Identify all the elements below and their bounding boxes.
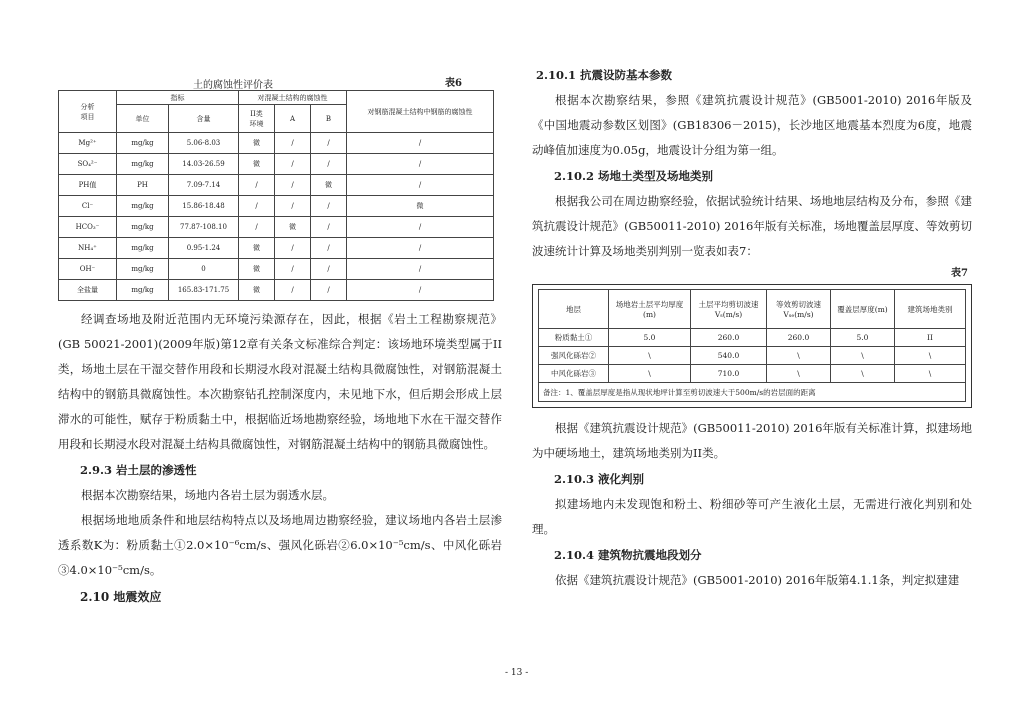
table6-cell-item: HCO₃⁻ xyxy=(59,217,117,238)
right-paragraph-site-type: 根据我公司在周边勘察经验，依据试验统计结果、场地地层结构及分布，参照《建筑抗震设计规范》(GB50011-2010) 2016年版有关标准，场地覆盖层厚度、等效剪切波速统计计算及场地类别判别一览表如表7： xyxy=(532,194,972,258)
table6-cell-item: Cl⁻ xyxy=(59,196,117,217)
table6-cell-item: 全盐量 xyxy=(59,280,117,301)
table6-cell-a: / xyxy=(275,280,311,301)
table6-cell-content: 14.03-26.59 xyxy=(169,154,239,175)
left-column xyxy=(58,72,502,611)
table-row xyxy=(539,365,966,383)
table6-cell-unit: mg/kg xyxy=(117,154,169,175)
heading-2-10-2: 2.10.2 场地土类型及场地类别 xyxy=(554,169,714,183)
header-shear: 土层平均剪切波速Vₛ(m/s) xyxy=(691,290,767,329)
table6-cell-content: 0.95-1.24 xyxy=(169,238,239,259)
table6-cell-content: 77.87-108.10 xyxy=(169,217,239,238)
table-row xyxy=(59,133,494,154)
table6-cell-unit: mg/kg xyxy=(117,217,169,238)
table6-cell-unit: mg/kg xyxy=(117,196,169,217)
table-row xyxy=(59,280,494,301)
table7-box xyxy=(532,284,972,408)
header-col-b: B xyxy=(311,105,347,133)
table6-title: 土的腐蚀性评价表 xyxy=(193,80,273,91)
table-row xyxy=(59,175,494,196)
table6-cell-env: 微 xyxy=(239,259,275,280)
table-row xyxy=(59,259,494,280)
table7-header-row xyxy=(539,290,966,329)
corrosion-table xyxy=(58,90,494,301)
table6-cell-b: 微 xyxy=(311,175,347,196)
table7-cell-cover: \ xyxy=(831,347,895,365)
table6-cell-b: / xyxy=(311,217,347,238)
table6-cell-env: / xyxy=(239,175,275,196)
table6-cell-a: / xyxy=(275,196,311,217)
table6-cell-rebar: / xyxy=(347,238,494,259)
table6-cell-b: / xyxy=(311,238,347,259)
table7-cell-site_class: \ xyxy=(895,365,966,383)
table-row xyxy=(59,154,494,175)
table6-cell-content: 7.09-7.14 xyxy=(169,175,239,196)
table6-cell-item: Mg²⁺ xyxy=(59,133,117,154)
table6-cell-content: 5.06-8.03 xyxy=(169,133,239,154)
table7-cell-shear: 260.0 xyxy=(691,329,767,347)
table6-cell-env: 微 xyxy=(239,238,275,259)
left-paragraph-coefficients: 根据场地地质条件和地层结构特点以及场地周边勘察经验，建议场地内各岩土层渗透系数K为：粉质黏土①2.0×10⁻⁶cm/s、强风化砾岩②6.0×10⁻⁵cm/s、中风化砾岩③4.0×10⁻⁵cm/s。 xyxy=(58,513,502,577)
left-paragraph-permeability: 根据本次勘察结果，场地内各岩土层为弱透水层。 xyxy=(81,488,334,502)
table6-cell-unit: mg/kg xyxy=(117,133,169,154)
table7-cell-site_class: II xyxy=(895,329,966,347)
table6-cell-item: OH⁻ xyxy=(59,259,117,280)
table6-cell-rebar: / xyxy=(347,217,494,238)
table7-tag: 表7 xyxy=(951,268,968,279)
table6-caption xyxy=(58,72,502,90)
table6-cell-item: PH值 xyxy=(59,175,117,196)
table6-body xyxy=(59,133,494,301)
table6-cell-rebar: / xyxy=(347,259,494,280)
header-equiv: 等效剪切波速Vₛₑ(m/s) xyxy=(767,290,831,329)
page-number: - 13 - xyxy=(505,668,529,678)
table6-cell-rebar: / xyxy=(347,154,494,175)
table7-cell-thickness: \ xyxy=(609,347,691,365)
right-paragraph-liquefaction: 拟建场地内未发现饱和粉土、粉细砂等可产生液化土层，无需进行液化判别和处理。 xyxy=(532,497,972,536)
table-row xyxy=(59,196,494,217)
table6-cell-env: 微 xyxy=(239,154,275,175)
header-unit: 单位 xyxy=(117,105,169,133)
table6-cell-env: 微 xyxy=(239,280,275,301)
table7-cell-shear: 710.0 xyxy=(691,365,767,383)
table6-cell-unit: PH xyxy=(117,175,169,196)
table6-cell-rebar: / xyxy=(347,133,494,154)
table6-cell-a: 微 xyxy=(275,217,311,238)
table6-cell-b: / xyxy=(311,133,347,154)
heading-2-10-1: 2.10.1 抗震设防基本参数 xyxy=(536,68,673,82)
right-paragraph-site-result: 根据《建筑抗震设计规范》(GB50011-2010) 2016年版有关标准计算，拟建场地为中硬场地土，建筑场地类别为II类。 xyxy=(532,421,972,460)
table6-cell-a: / xyxy=(275,154,311,175)
table6-tag: 表6 xyxy=(445,78,462,89)
table6-cell-a: / xyxy=(275,133,311,154)
table-row xyxy=(59,238,494,259)
table7-cell-shear: 540.0 xyxy=(691,347,767,365)
table6-cell-a: / xyxy=(275,175,311,196)
table7-cell-layer: 中风化砾岩③ xyxy=(539,365,609,383)
table7-cell-cover: \ xyxy=(831,365,895,383)
table6-cell-b: / xyxy=(311,259,347,280)
table7-cell-cover: 5.0 xyxy=(831,329,895,347)
table6-cell-b: / xyxy=(311,196,347,217)
heading-2-10-3: 2.10.3 液化判别 xyxy=(554,472,645,486)
header-class-env: II类 环境 xyxy=(239,105,275,133)
table6-cell-item: NH₄⁺ xyxy=(59,238,117,259)
table7-cell-equiv: 260.0 xyxy=(767,329,831,347)
table6-header-row1 xyxy=(59,91,494,105)
table6-cell-unit: mg/kg xyxy=(117,259,169,280)
table-row xyxy=(59,217,494,238)
header-content: 含量 xyxy=(169,105,239,133)
table6-cell-env: 微 xyxy=(239,133,275,154)
site-class-table xyxy=(538,289,966,402)
table6-cell-unit: mg/kg xyxy=(117,280,169,301)
right-paragraph-seismic-zone: 依据《建筑抗震设计规范》(GB5001-2010) 2016年版第4.1.1条，判定拟建建 xyxy=(555,573,960,587)
table6-cell-unit: mg/kg xyxy=(117,238,169,259)
table6-cell-b: / xyxy=(311,154,347,175)
table6-cell-rebar: 微 xyxy=(347,196,494,217)
heading-2-9-3: 2.9.3 岩土层的渗透性 xyxy=(80,463,197,477)
header-site-class: 建筑场地类别 xyxy=(895,290,966,329)
left-paragraph-corrosion: 经调查场地及附近范围内无环境污染源存在，因此，根据《岩土工程勘察规范》(GB 50021-2001)(2009年版)第12章有关条文标准综合判定：该场地环境类型属于II类，场地土层在干湿交替作用段和长期浸水段对混凝土结构具微腐蚀性，对钢筋混凝土结构中的钢筋具微腐蚀性。本次勘察钻孔控制深度内，未见地下水，但后期会形成上层滞水的可能性，赋存于粉质黏土中，根据临近场地勘察经验，场地地下水在干湿交替作用段和长期浸水段对混凝土结构具微腐蚀性，对钢筋混凝土结构中的钢筋具微腐蚀性。 xyxy=(58,312,502,451)
heading-2-10-4: 2.10.4 建筑物抗震地段划分 xyxy=(554,548,702,562)
table6-cell-a: / xyxy=(275,259,311,280)
header-concrete-group: 对混凝土结构的腐蚀性 xyxy=(239,91,347,105)
table-row xyxy=(539,347,966,365)
header-indicator: 指标 xyxy=(117,91,239,105)
table-row xyxy=(539,329,966,347)
table6-cell-content: 15.86-18.48 xyxy=(169,196,239,217)
table7-note-row xyxy=(539,383,966,402)
header-col-a: A xyxy=(275,105,311,133)
table6-cell-content: 0 xyxy=(169,259,239,280)
header-thickness: 场地岩土层平均厚度(m) xyxy=(609,290,691,329)
table7-cell-equiv: \ xyxy=(767,365,831,383)
table6-cell-rebar: / xyxy=(347,175,494,196)
heading-2-10: 2.10 地震效应 xyxy=(80,590,162,604)
table6-cell-env: / xyxy=(239,196,275,217)
table7-note: 备注：1、覆盖层厚度是指从现状地坪计算至剪切波速大于500m/s的岩层面的距离 xyxy=(539,383,966,402)
table7-cell-thickness: 5.0 xyxy=(609,329,691,347)
table6-cell-b: / xyxy=(311,280,347,301)
header-layer: 地层 xyxy=(539,290,609,329)
table7-cell-layer: 强风化砾岩② xyxy=(539,347,609,365)
table7-body xyxy=(539,329,966,383)
header-cover: 覆盖层厚度(m) xyxy=(831,290,895,329)
table6-cell-a: / xyxy=(275,238,311,259)
table6-cell-content: 165.83-171.75 xyxy=(169,280,239,301)
table7-cell-layer: 粉质黏土① xyxy=(539,329,609,347)
table6-cell-item: SO₄²⁻ xyxy=(59,154,117,175)
header-analysis-item: 分析 项目 xyxy=(59,91,117,133)
table6-cell-env: / xyxy=(239,217,275,238)
right-paragraph-seismic-params: 根据本次勘察结果，参照《建筑抗震设计规范》(GB5001-2010) 2016年版及《中国地震动参数区划图》(GB18306－2015)，长沙地区地震基本烈度为6度，地震动峰值加速度为0.05g，地震设计分组为第一组。 xyxy=(532,93,972,157)
table7-cell-equiv: \ xyxy=(767,347,831,365)
right-column xyxy=(532,62,972,593)
header-rebar: 对钢筋混凝土结构中钢筋的腐蚀性 xyxy=(347,91,494,133)
table7-cell-site_class: \ xyxy=(895,347,966,365)
table7-cell-thickness: \ xyxy=(609,365,691,383)
table6-cell-rebar: / xyxy=(347,280,494,301)
